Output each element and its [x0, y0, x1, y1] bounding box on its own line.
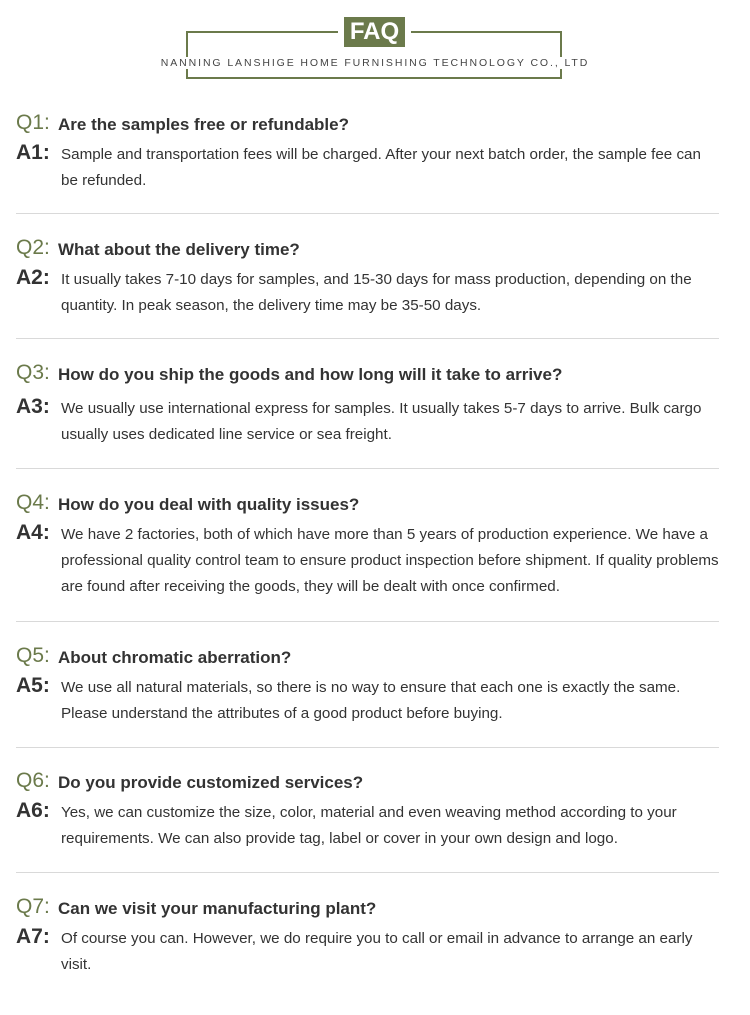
answer-text: Yes, we can customize the size, color, material and even weaving method according to your requirements. We can also provide tag, label or cover in your own design and logo.	[61, 804, 677, 847]
divider	[16, 747, 719, 748]
answer-row	[16, 675, 719, 727]
divider	[16, 872, 719, 873]
question-text: Can we visit your manufacturing plant?	[58, 899, 377, 918]
divider	[16, 213, 719, 214]
answer-row	[16, 926, 719, 978]
question-row	[16, 110, 719, 140]
faq-item-2	[16, 235, 719, 319]
question-row	[16, 894, 719, 924]
faq-item-7	[16, 894, 719, 978]
answer-label: A6:	[16, 799, 50, 822]
faq-header	[0, 0, 750, 90]
question-label: Q4:	[16, 491, 50, 514]
faq-item-6	[16, 768, 719, 852]
question-label: Q7:	[16, 895, 50, 918]
answer-row	[16, 267, 719, 319]
answer-text: It usually takes 7-10 days for samples, and 15-30 days for mass production, depending on the quantity. In peak season, the delivery time may be 35-50 days.	[61, 271, 692, 314]
answer-label: A7:	[16, 925, 50, 948]
question-label: Q1:	[16, 111, 50, 134]
question-label: Q5:	[16, 644, 50, 667]
answer-label: A5:	[16, 674, 50, 697]
question-label: Q6:	[16, 769, 50, 792]
question-text: How do you ship the goods and how long will it take to arrive?	[58, 365, 563, 384]
divider	[16, 621, 719, 622]
answer-label: A4:	[16, 521, 50, 544]
faq-badge: FAQ	[344, 17, 405, 47]
question-row	[16, 235, 719, 265]
answer-text: We have 2 factories, both of which have more than 5 years of production experience. We have a professional quality control team to ensure product inspection before shipment. If quality problems are found after receiving the goods, they will be dealt with once confirmed.	[61, 526, 719, 595]
answer-text: Of course you can. However, we do require you to call or email in advance to arrange an early visit.	[61, 930, 693, 973]
answer-row	[16, 142, 719, 194]
company-name	[150, 57, 600, 69]
answer-text: We usually use international express for samples. It usually takes 5-7 days to arrive. Bulk cargo usually uses dedicated line service or sea freight.	[61, 400, 702, 443]
divider	[16, 338, 719, 339]
answer-label: A1:	[16, 141, 50, 164]
faq-item-3	[16, 360, 719, 448]
question-text: Are the samples free or refundable?	[58, 115, 349, 134]
question-text: Do you provide customized services?	[58, 773, 364, 792]
answer-row	[16, 396, 719, 448]
answer-text: We use all natural materials, so there is no way to ensure that each one is exactly the same. Please understand the attributes of a good product before buying.	[61, 679, 681, 722]
question-text: What about the delivery time?	[58, 240, 300, 259]
answer-row	[16, 800, 719, 852]
question-row	[16, 643, 719, 673]
question-row	[16, 490, 719, 520]
answer-label: A3:	[16, 395, 50, 418]
faq-item-1	[16, 110, 719, 194]
answer-label: A2:	[16, 266, 50, 289]
faq-item-4	[16, 490, 719, 600]
answer-row	[16, 522, 719, 600]
answer-text: Sample and transportation fees will be charged. After your next batch order, the sample fee can be refunded.	[61, 146, 701, 189]
question-label: Q2:	[16, 236, 50, 259]
question-text: About chromatic aberration?	[58, 648, 292, 667]
question-label: Q3:	[16, 361, 50, 384]
company-name-text: NANNING LANSHIGE HOME FURNISHING TECHNOLOGY CO., LTD	[157, 57, 593, 69]
question-text: How do you deal with quality issues?	[58, 495, 360, 514]
question-row	[16, 360, 719, 390]
faq-item-5	[16, 643, 719, 727]
question-row	[16, 768, 719, 798]
divider	[16, 468, 719, 469]
